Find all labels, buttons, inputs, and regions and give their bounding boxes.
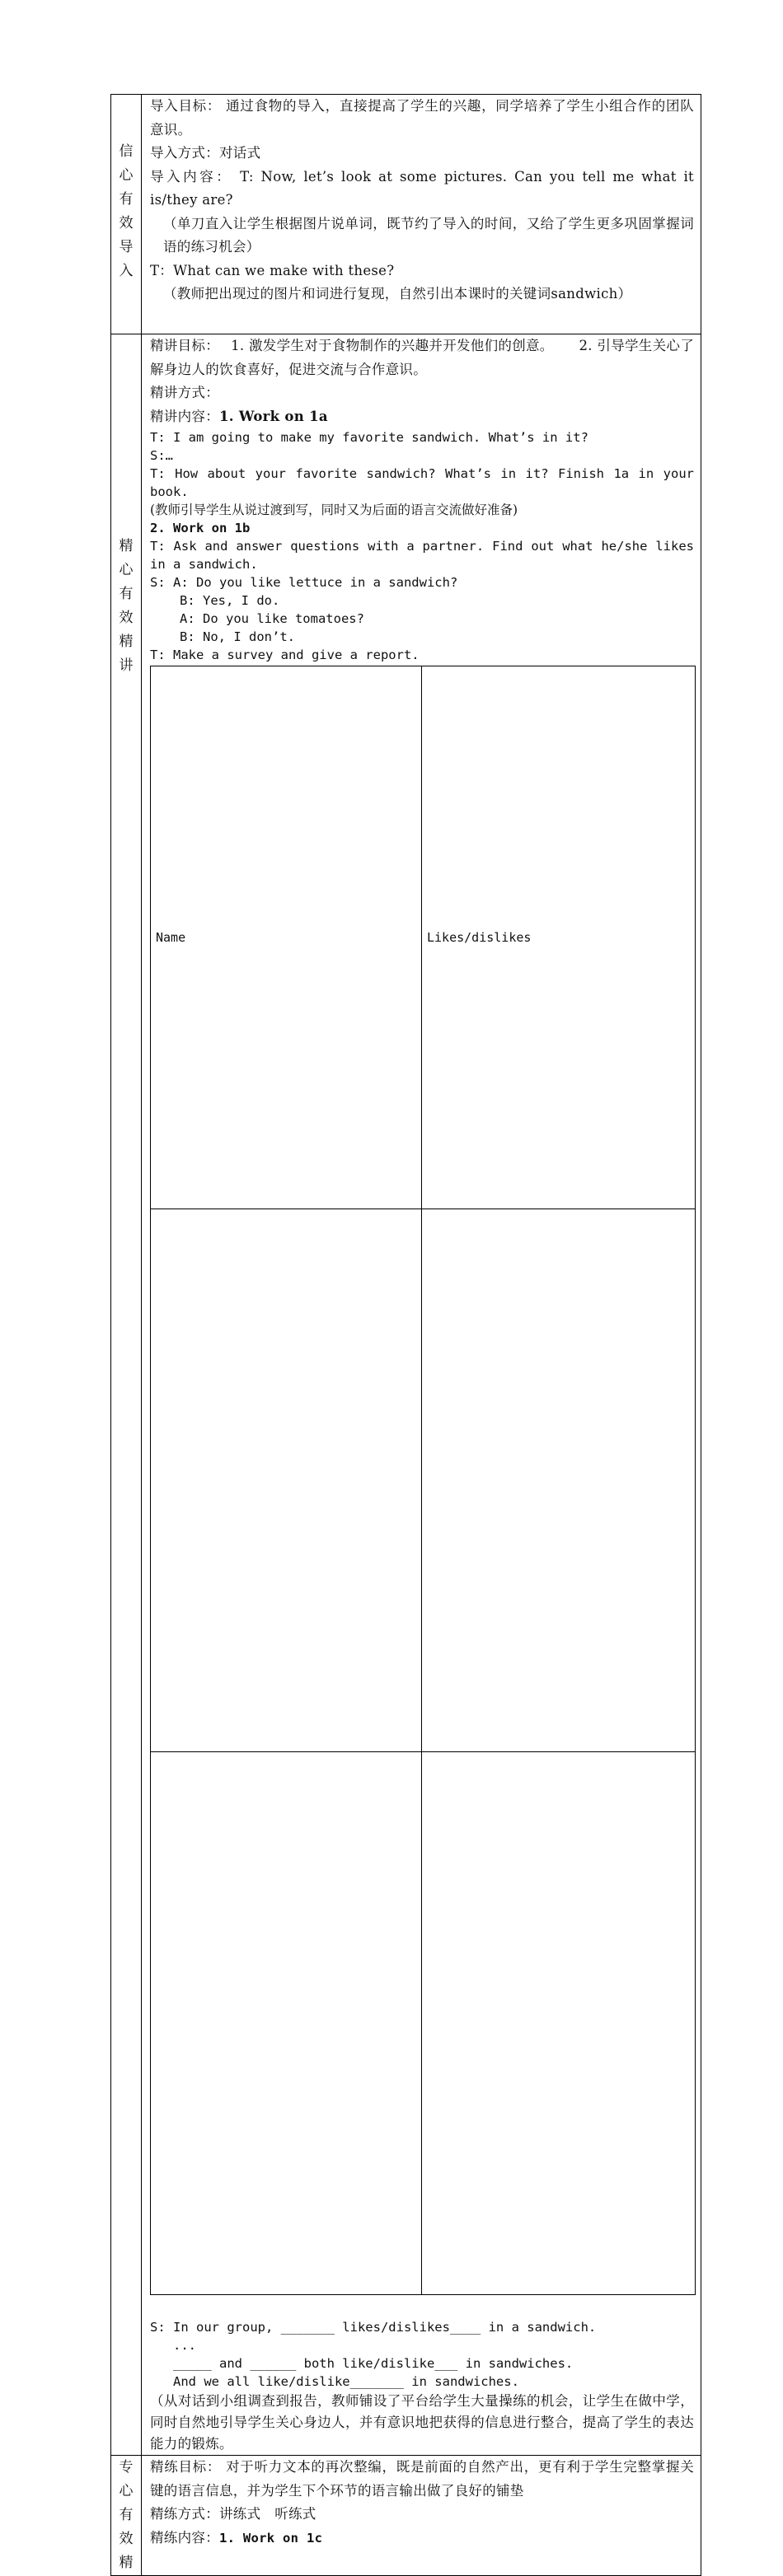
step-1b: 2. Work on 1b (150, 521, 251, 535)
survey-header-name: Name (151, 666, 422, 1209)
label-char: 精 (119, 2555, 134, 2571)
lecture-method: 精讲方式： (150, 385, 219, 400)
section-label-practice (111, 2456, 142, 2576)
practice-content-heading (150, 2527, 694, 2550)
label-char: 入 (119, 263, 134, 279)
survey-header-row (151, 666, 696, 1209)
section-content-intro (142, 95, 701, 334)
step-1a: 1. Work on 1a (219, 408, 328, 424)
lecture-goal: 精讲目标： 1. 激发学生对于食物制作的兴趣并开发他们的创意。 2. 引导学生关心了解身边人的饮食喜好，促进交流与合作意识。 (150, 338, 694, 377)
intro-question: T：What can we make with these? (150, 262, 395, 278)
report-line: S: In our group, _______ likes/dislikes____ in a sandwich. (150, 2320, 597, 2335)
survey-row (151, 1209, 696, 1752)
report-line: _____ and ______ both like/dislike___ in sandwiches. (173, 2356, 574, 2371)
dialog-line: A: Do you like tomatoes? (180, 611, 364, 626)
teacher-line-4: T: Make a survey and give a report. (150, 648, 420, 662)
section-content-lecture (142, 334, 701, 2456)
label-char: 效 (119, 2531, 134, 2547)
survey-cell (422, 1209, 696, 1752)
survey-cell (151, 1209, 422, 1752)
lecture-note-2: （从对话到小组调查到报告，教师铺设了平台给学生大量操练的机会，让学生在做中学，同时自然地引导学生关心身边人，并有意识地把获得的信息进行整合，提高了学生的表达能力的锻炼。 (150, 2393, 694, 2452)
label-char: 导 (119, 239, 134, 255)
label-char: 有 (119, 191, 134, 208)
survey-header-likes: Likes/dislikes (422, 666, 696, 1209)
label-char: 心 (119, 2483, 134, 2499)
lecture-content-prefix: 精讲内容： (150, 408, 219, 424)
section-label-lecture (111, 334, 142, 2456)
survey-cell (422, 1752, 696, 2295)
label-char: 心 (119, 562, 134, 578)
label-char: 精 (119, 633, 134, 650)
student-line-1: S:… (150, 448, 173, 463)
dialog-line: B: Yes, I do. (180, 593, 280, 608)
teacher-line-1: T: I am going to make my favorite sandwich. What’s in it? (150, 430, 588, 445)
survey-table (150, 666, 696, 2295)
label-char: 效 (119, 610, 134, 626)
step-1c: 1. Work on 1c (219, 2530, 323, 2546)
report-line: ... (173, 2338, 196, 2353)
label-char: 专 (119, 2459, 134, 2475)
label-char: 信 (119, 143, 134, 160)
dialog-line: B: No, I don’t. (180, 629, 295, 644)
label-char: 讲 (119, 657, 134, 674)
intro-note-2: （教师把出现过的图片和词进行复现，自然引出本课时的关键词sandwich） (163, 286, 632, 302)
lesson-plan-table (110, 94, 701, 2576)
intro-content: 导入内容： T: Now, let’s look at some pictures. Can you tell me what it is/they are? (150, 168, 694, 208)
practice-method: 精练方式：讲练式 听练式 (150, 2506, 316, 2522)
section-label-intro (111, 95, 142, 334)
report-line: And we all like/dislike_______ in sandwiches. (173, 2374, 519, 2389)
teacher-line-3: T: Ask and answer questions with a partner. Find out what he/she likes in a sandwich. (150, 539, 694, 572)
lecture-note-1: (教师引导学生从说过渡到写，同时又为后面的语言交流做好准备) (150, 503, 518, 517)
intro-note-1: （单刀直入让学生根据图片说单词，既节约了导入的时间，又给了学生更多巩固掌握词语的练习机会） (163, 215, 694, 255)
label-char: 心 (119, 167, 134, 184)
survey-cell (151, 1752, 422, 2295)
intro-goal: 导入目标： 通过食物的导入，直接提高了学生的兴趣，同学培养了学生小组合作的团队意识。 (150, 98, 694, 138)
dialog-line: S: A: Do you like lettuce in a sandwich? (150, 575, 458, 590)
label-char: 有 (119, 2507, 134, 2523)
section-content-practice (142, 2456, 701, 2576)
label-char: 精 (119, 538, 134, 554)
practice-content-prefix: 精练内容： (150, 2529, 219, 2546)
teacher-line-2: T: How about your favorite sandwich? What’s in it? Finish 1a in your book. (150, 466, 694, 499)
lecture-content-heading (150, 405, 694, 429)
label-char: 效 (119, 215, 134, 231)
survey-row (151, 1752, 696, 2295)
label-char: 有 (119, 586, 134, 602)
practice-goal: 精练目标： 对于听力文本的再次整编，既是前面的自然产出，更有利于学生完整掌握关键的语言信息，并为学生下个环节的语言输出做了良好的铺垫 (150, 2459, 694, 2499)
intro-method: 导入方式：对话式 (150, 145, 261, 161)
